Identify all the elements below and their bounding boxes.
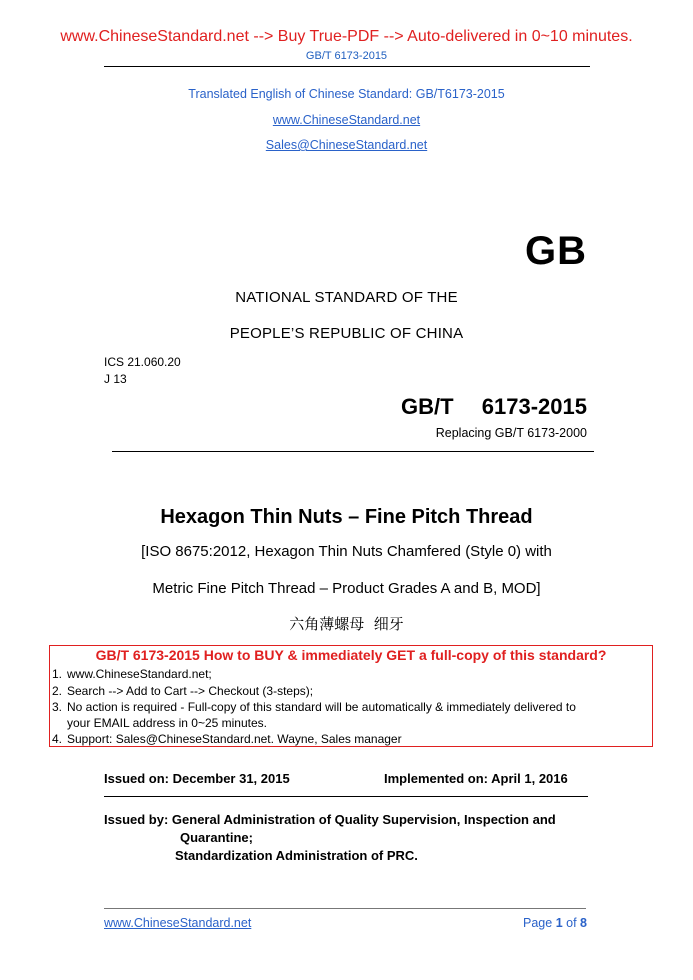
page-current: 1: [555, 916, 563, 930]
implemented-on-date: Implemented on: April 1, 2016: [384, 771, 568, 786]
step-number: 3.: [52, 700, 63, 714]
purchase-box: [49, 645, 653, 747]
page-of: of: [566, 916, 577, 930]
step-number: 2.: [52, 684, 63, 698]
step-text: your EMAIL address in 0~25 minutes.: [67, 716, 267, 730]
website-link[interactable]: www.ChineseStandard.net: [272, 113, 421, 127]
step-number: 1.: [52, 667, 63, 681]
footer-rule: [104, 908, 586, 909]
subtitle-line-2: Metric Fine Pitch Thread – Product Grades A and B, MOD]: [152, 580, 541, 597]
purchase-step: [52, 700, 576, 715]
step-text: Support: Sales@ChineseStandard.net. Wayne, Sales manager: [67, 732, 402, 746]
translation-note: Translated English of Chinese Standard: GB/T6173-2015: [188, 87, 505, 101]
step-text: Search --> Add to Cart --> Checkout (3-steps);: [67, 684, 314, 698]
purchase-box-title: GB/T 6173-2015 How to BUY & immediately GET a full-copy of this standard?: [95, 647, 607, 663]
banner[interactable]: www.ChineseStandard.net --> Buy True-PDF --> Auto-delivered in 0~10 minutes.: [60, 28, 633, 45]
page-indicator: [523, 916, 587, 930]
standard-number: GB/T 6173-2015: [401, 394, 587, 419]
header-doc-id: GB/T 6173-2015: [305, 50, 388, 62]
page-word: Page: [523, 916, 553, 930]
purchase-step: [52, 716, 267, 731]
document-title: Hexagon Thin Nuts – Fine Pitch Thread: [160, 506, 533, 528]
issued-by-line-3: Standardization Administration of PRC.: [175, 848, 418, 863]
purchase-step: [52, 667, 212, 682]
issued-by-line-1: Issued by: General Administration of Quality Supervision, Inspection and: [104, 812, 556, 827]
purchase-step: [52, 684, 313, 699]
sales-email-row: [0, 136, 693, 154]
issued-on-date: Issued on: December 31, 2015: [104, 771, 290, 786]
step-number: 4.: [52, 732, 63, 746]
step-text: No action is required - Full-copy of this standard will be automatically & immediately delivered to: [67, 700, 576, 714]
footer-website-link[interactable]: www.ChineseStandard.net: [104, 916, 252, 930]
national-line-2: PEOPLE’S REPUBLIC OF CHINA: [229, 325, 464, 342]
purchase-step: [52, 732, 402, 747]
gb-mark: GB: [525, 229, 587, 273]
website-link-row: [0, 111, 693, 129]
replacing-note: Replacing GB/T 6173-2000: [435, 426, 587, 440]
issued-by-line-2: Quarantine;: [180, 830, 253, 845]
sales-email-link[interactable]: Sales@ChineseStandard.net: [265, 138, 428, 152]
issue-rule: [104, 796, 588, 797]
national-line-1: NATIONAL STANDARD OF THE: [235, 289, 458, 306]
subtitle-line-1: [ISO 8675:2012, Hexagon Thin Nuts Chamfered (Style 0) with: [141, 543, 552, 560]
ccs-code: J 13: [104, 372, 127, 386]
step-text[interactable]: www.ChineseStandard.net;: [67, 667, 212, 681]
ics-code: ICS 21.060.20: [104, 355, 181, 369]
title-rule: [112, 451, 594, 452]
header-rule: [104, 66, 590, 67]
chinese-title: 六角薄螺母 细牙: [289, 615, 404, 633]
page-total: 8: [580, 916, 587, 930]
